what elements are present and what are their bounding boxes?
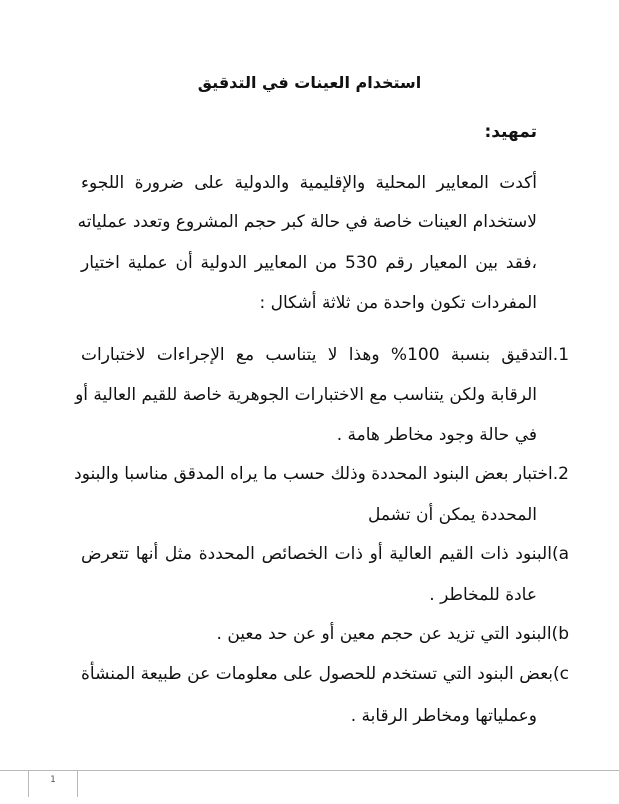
- document-title: استخدام العينات في التدقيق: [197, 73, 422, 92]
- intro-line-2: لاستخدام العينات خاصة في حالة كبر حجم المشروع وتعدد عملياته: [77, 212, 537, 232]
- sub-item-c-line-1: c)بعض البنود التي تستخدم للحصول على معلومات عن طبيعة المنشأة: [81, 664, 569, 684]
- sub-item-a-line-1: a)البنود ذات القيم العالية أو ذات الخصائص المحددة مثل أنها تتعرض: [81, 544, 569, 564]
- sub-item-a-line-2: عادة للمخاطر .: [429, 585, 537, 605]
- intro-line-3: ،فقد بين المعيار رقم 530 من المعايير الدولية أن عملية اختيار: [81, 253, 538, 273]
- page-number-box: [28, 770, 78, 797]
- item-1-line-3: في حالة وجود مخاطر هامة .: [336, 425, 537, 445]
- item-2-line-2: المحددة يمكن أن تشمل: [367, 505, 537, 525]
- item-2-line-1: 2.اختبار بعض البنود المحددة وذلك حسب ما يراه المدقق مناسبا والبنود: [74, 464, 569, 484]
- footer-divider: [0, 770, 619, 771]
- intro-line-1: أكدت المعايير المحلية والإقليمية والدولية على ضرورة اللجوء: [81, 173, 537, 193]
- item-1-line-1: 1.التدقيق بنسبة 100% وهذا لا يتناسب مع الإجراءات لاختبارات: [81, 345, 570, 365]
- section-heading: تمهيد:: [484, 122, 537, 142]
- sub-item-b-line-1: b)البنود التي تزيد عن حجم معين أو عن حد معين .: [216, 624, 569, 644]
- page-number: 1: [50, 775, 56, 785]
- item-1-line-2: الرقابة ولكن يتناسب مع الاختبارات الجوهرية خاصة للقيم العالية أو: [75, 385, 537, 405]
- intro-line-4: المفردات تكون واحدة من ثلاثة أشكال :: [259, 293, 537, 313]
- sub-item-c-line-2: وعملياتها ومخاطر الرقابة .: [350, 706, 537, 726]
